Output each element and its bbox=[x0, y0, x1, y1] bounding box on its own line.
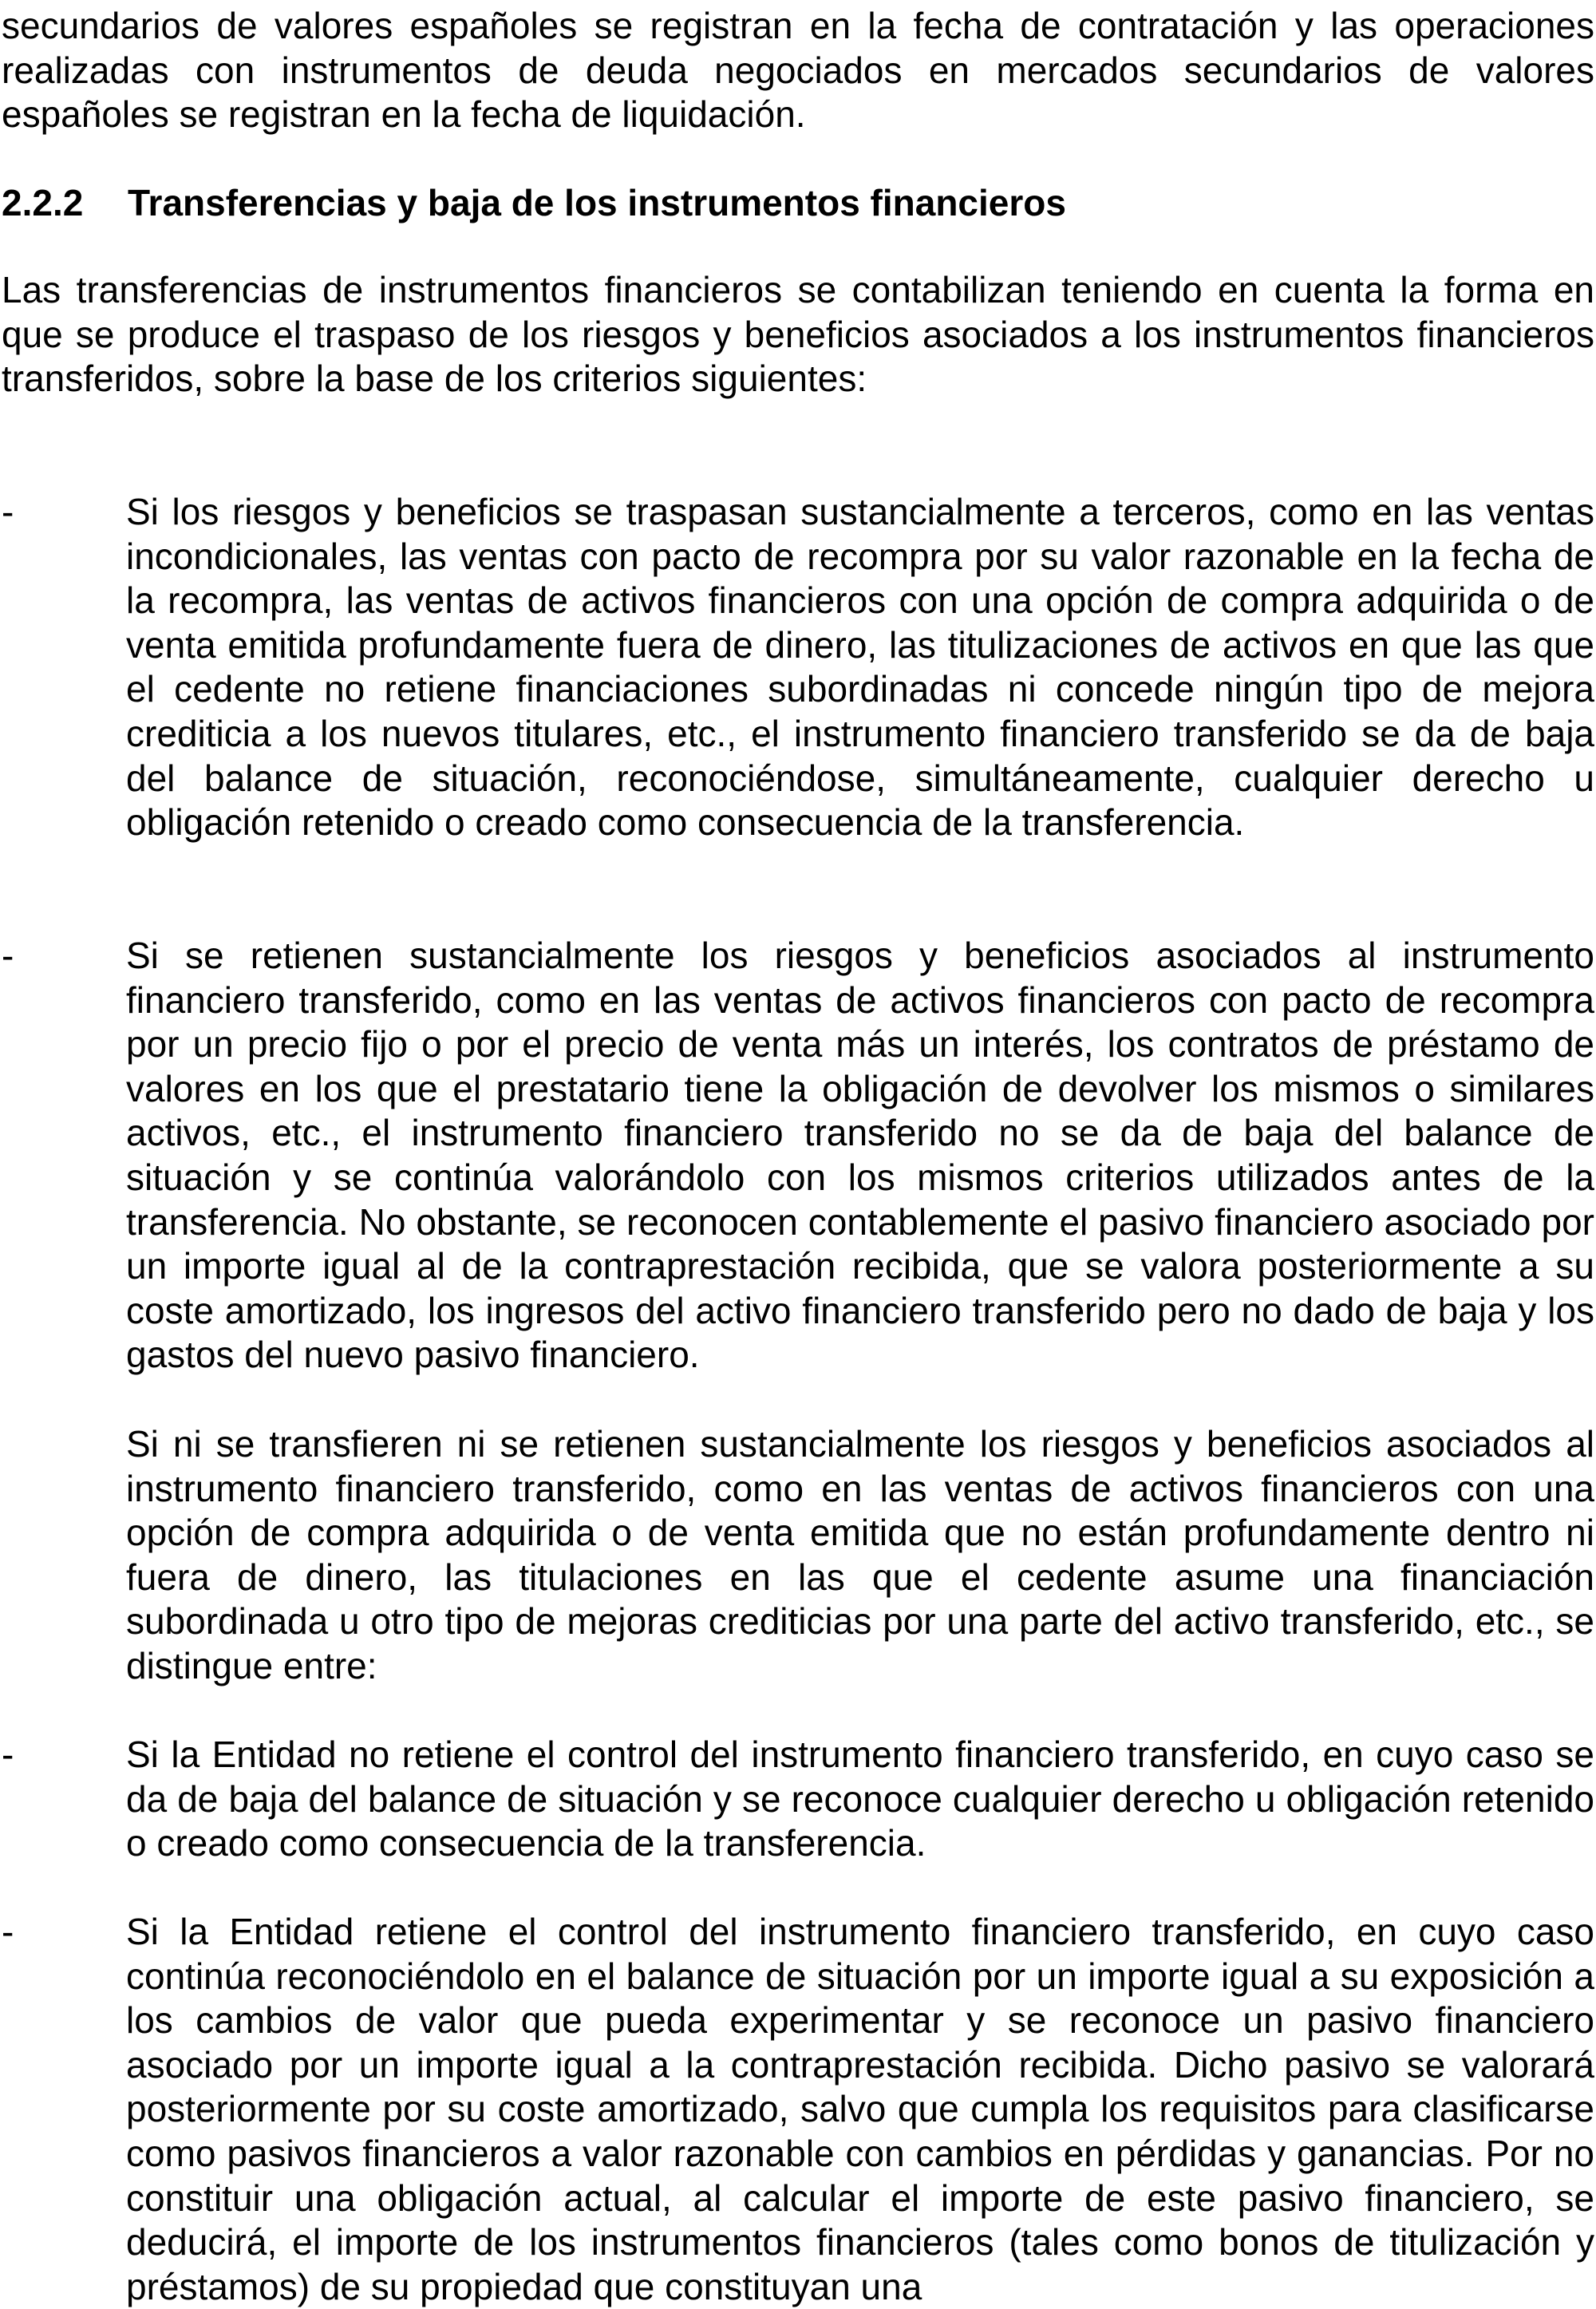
bullet-item: Si se retienen sustancialmente los riesgos y beneficios asociados al instrumento financiero transferido, como en las ventas de activos financieros con pacto de recompra por un precio fijo o por el precio de venta más un interés, los contratos de préstamo de valores en los que el prestatario tiene la obligación de devolver los mismos o similares activos, etc., el instrumento financiero transferido no se da de baja del balance de situación y se continúa valorándolo con los mismos criterios utilizados antes de la transferencia. No obstante, se reconocen contablemente el pasivo financiero asociado por un importe igual al de la contraprestación recibida, que se valora posteriormente a su coste amortizado, los ingresos del activo financiero transferido pero no dado de baja y los gastos del nuevo pasivo financiero. bbox=[126, 935, 1594, 1376]
bullet-item: Si los riesgos y beneficios se traspasan sustancialmente a terceros, como en las ventas incondicionales, las ventas con pacto de recompra por su valor razonable en la fecha de la recompra, las ventas de activos financieros con una opción de compra adquirida o de venta emitida profundamente fuera de dinero, las titulizaciones de activos en que las que el cedente no retiene financiaciones subordinadas ni concede ningún tipo de mejora crediticia a los nuevos titulares, etc., el instrumento financiero transferido se da de baja del balance de situación, reconociéndose, simultáneamente, cualquier derecho u obligación retenido o creado como consecuencia de la transferencia. bbox=[126, 491, 1594, 844]
bullet-marker: - bbox=[2, 491, 14, 532]
lead-paragraph: Las transferencias de instrumentos financieros se contabilizan teniendo en cuenta la forma en que se produce el traspaso de los riesgos y beneficios asociados a los instrumentos financieros transferidos, sobre la base de los criterios siguientes: bbox=[2, 269, 1594, 400]
sub-bullet-marker: - bbox=[2, 1734, 14, 1775]
section-title: Transferencias y baja de los instrumentos financieros bbox=[128, 182, 1066, 223]
intro-paragraph: secundarios de valores españoles se registran en la fecha de contratación y las operaciones realizadas con instrumentos de deuda negociados en mercados secundarios de valores españoles se registran en la fecha de liquidación. bbox=[2, 5, 1594, 136]
sub-bullet-marker: - bbox=[2, 1911, 14, 1952]
sub-bullet-item: Si la Entidad retiene el control del instrumento financiero transferido, en cuyo caso continúa reconociéndolo en el balance de situación por un importe igual a su exposición a los cambios de valor que pueda experimentar y se reconoce un pasivo financiero asociado por un importe igual a la contraprestación recibida. Dicho pasivo se valorará posteriormente por su coste amortizado, salvo que cumpla los requisitos para clasificarse como pasivos financieros a valor razonable con cambios en pérdidas y ganancias. Por no constituir una obligación actual, al calcular el importe de este pasivo financiero, se deducirá, el importe de los instrumentos financieros (tales como bonos de titulización y préstamos) de su propiedad que constituyan una bbox=[126, 1911, 1594, 2307]
neither-paragraph: Si ni se transfieren ni se retienen sustancialmente los riesgos y beneficios asociados al instrumento financiero transferido, como en las ventas de activos financieros con una opción de compra adquirida o de venta emitida que no están profundamente dentro ni fuera de dinero, las titulaciones en las que el cedente asume una financiación subordinada u otro tipo de mejoras crediticias por una parte del activo transferido, etc., se distingue entre: bbox=[126, 1423, 1594, 1686]
bullet-marker: - bbox=[2, 935, 14, 976]
section-number: 2.2.2 bbox=[2, 182, 84, 223]
sub-bullet-item: Si la Entidad no retiene el control del instrumento financiero transferido, en cuyo caso se da de baja del balance de situación y se reconoce cualquier derecho u obligación retenido o creado como consecuencia de la transferencia. bbox=[126, 1734, 1594, 1864]
section-heading bbox=[2, 180, 1594, 225]
